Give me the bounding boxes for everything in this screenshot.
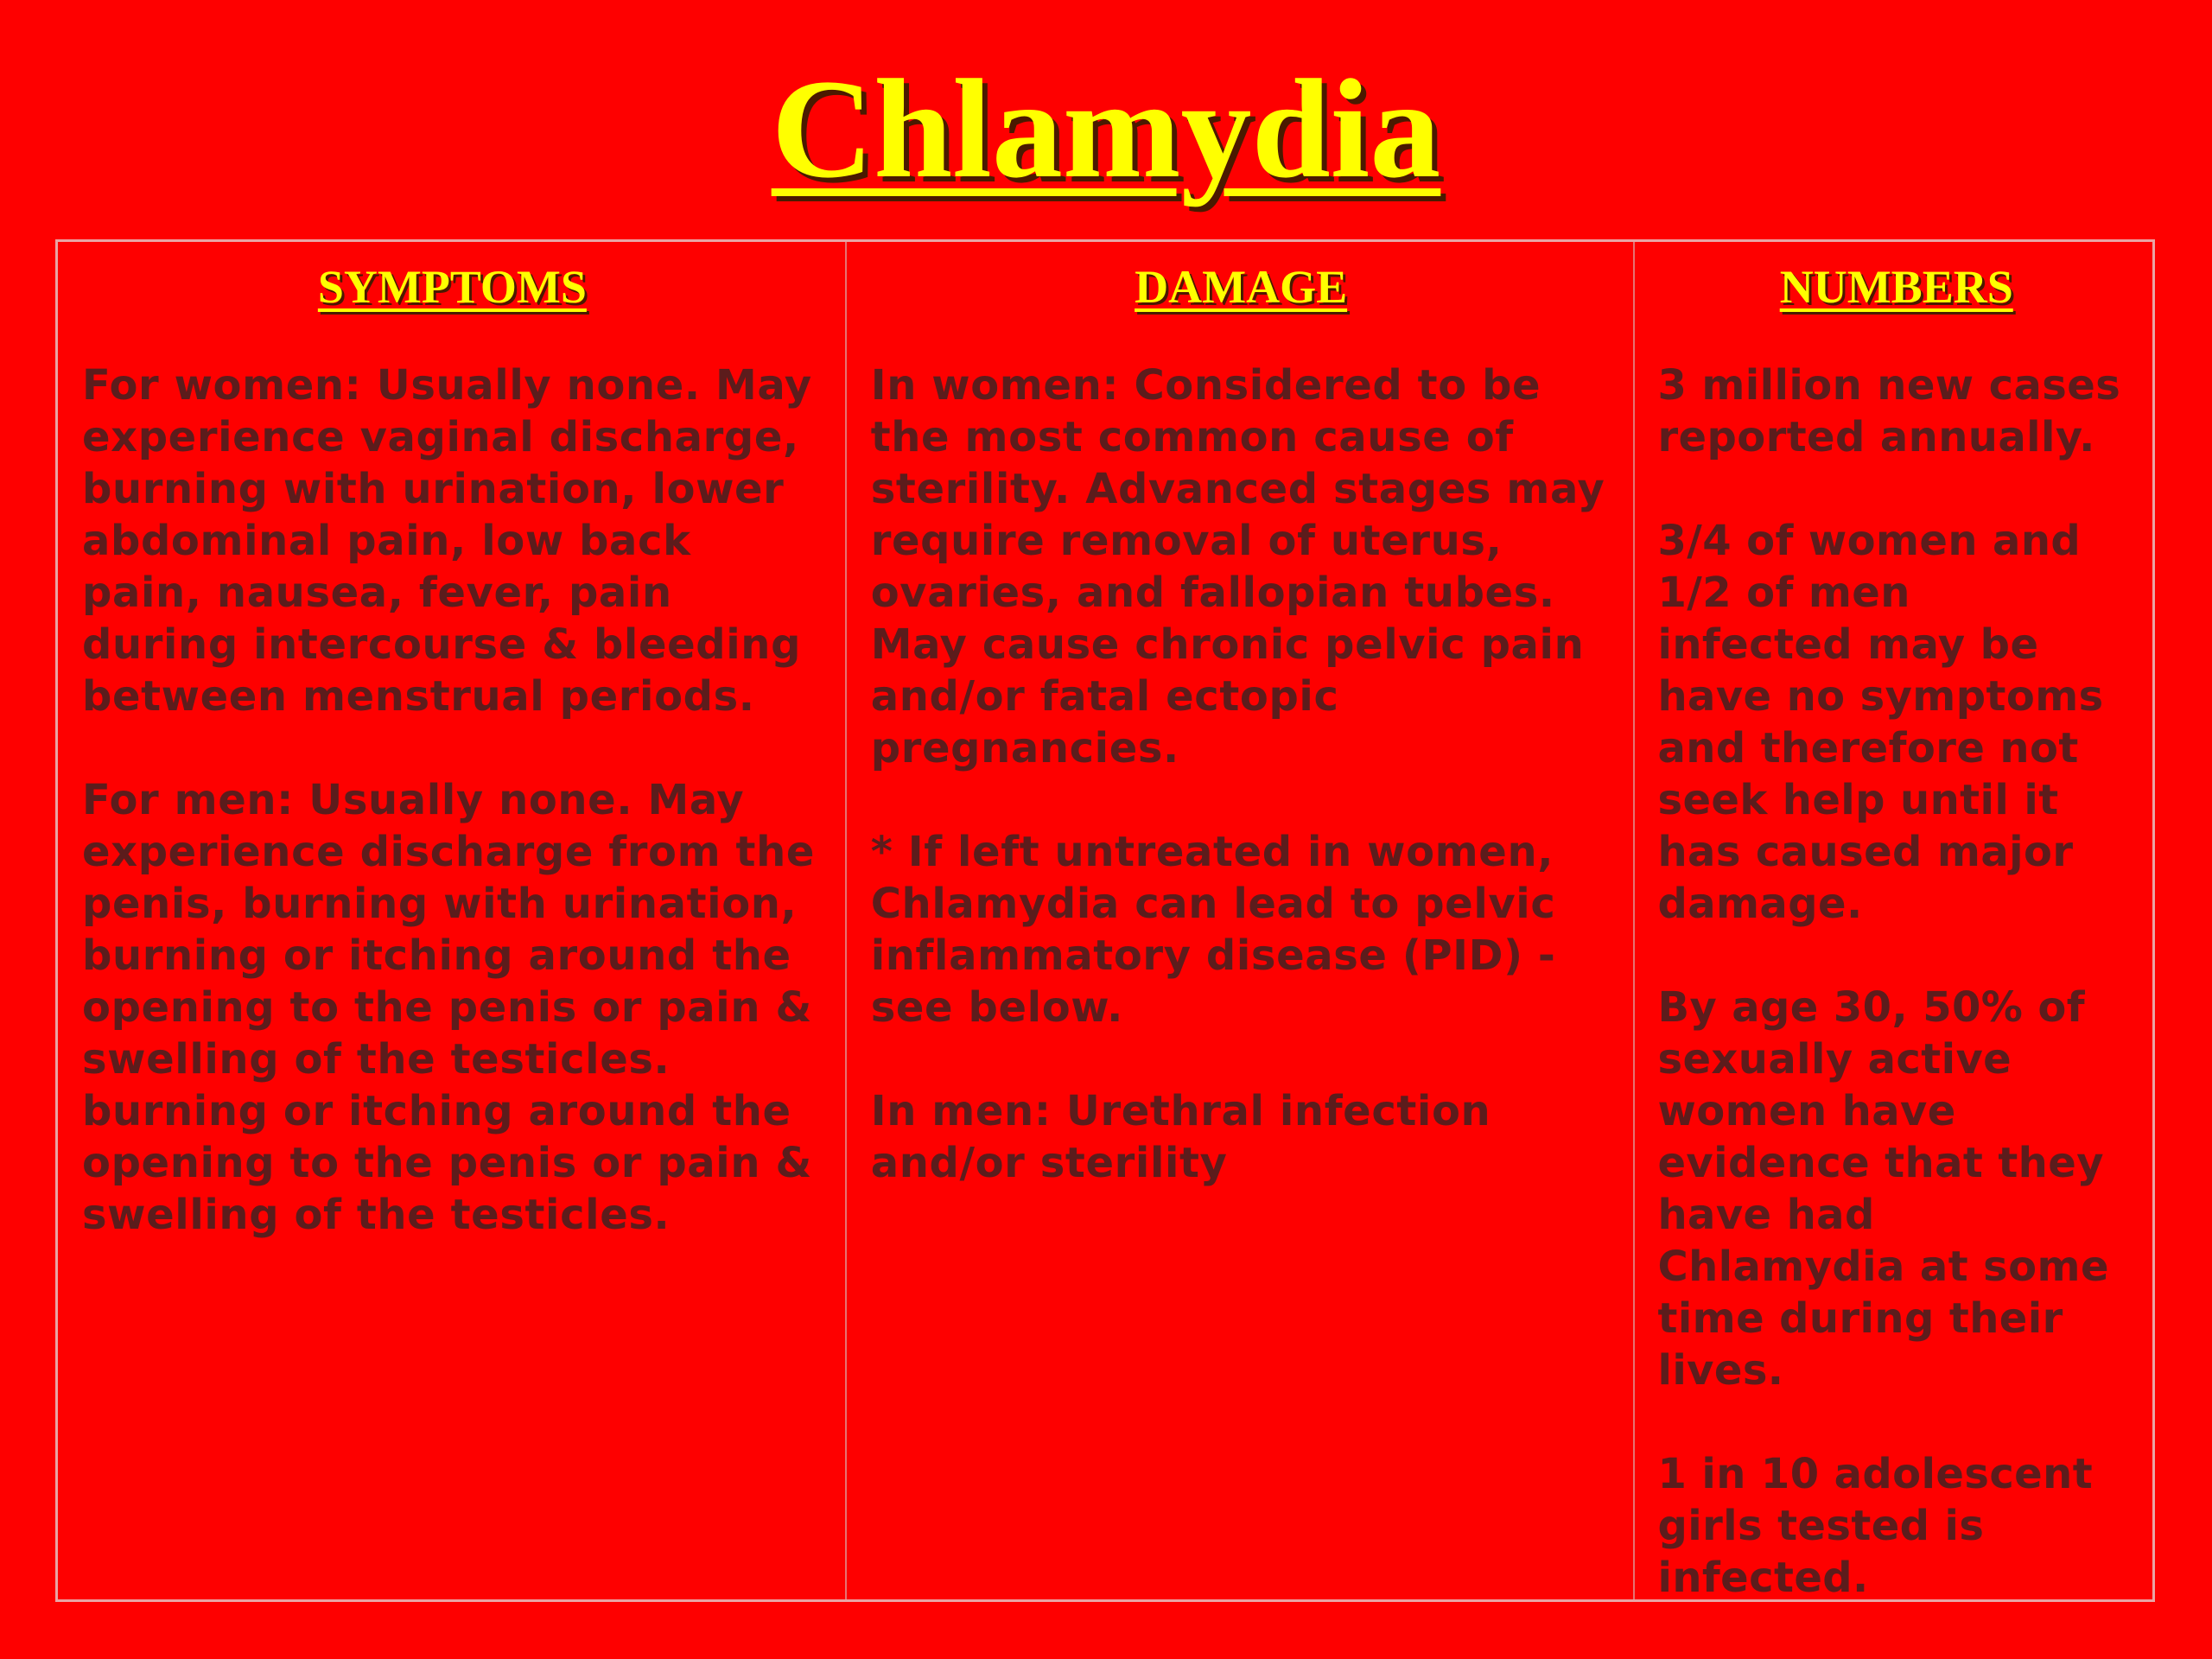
- damage-column: [845, 242, 1634, 1599]
- text-line: swelling of the testicles.: [82, 1035, 671, 1084]
- text-line: For women: Usually none. May: [82, 361, 812, 410]
- text-line: see below.: [870, 983, 1123, 1032]
- text-line: May cause chronic pelvic pain: [870, 620, 1585, 669]
- text-line: penis, burning with urination,: [82, 880, 798, 928]
- text-line: * If left untreated in women,: [870, 828, 1554, 876]
- text-line: Chlamydia at some: [1657, 1243, 2109, 1291]
- damage-women-paragraph: [871, 359, 1611, 774]
- text-line: experience discharge from the: [82, 828, 816, 876]
- text-line: pain, nausea, fever, pain: [82, 569, 672, 617]
- text-line: seek help until it: [1657, 776, 2059, 824]
- text-line: has caused major: [1657, 828, 2074, 876]
- symptoms-header: SYMPTOMS: [317, 261, 587, 313]
- text-line: and therefore not: [1657, 724, 2079, 772]
- text-line: and/or sterility: [870, 1139, 1228, 1187]
- text-line: By age 30, 50% of: [1657, 983, 2086, 1032]
- text-line: reported annually.: [1657, 413, 2095, 461]
- text-line: For men: Usually none. May: [82, 776, 745, 824]
- text-line: opening to the penis or pain &: [82, 983, 812, 1032]
- symptoms-men-paragraph: [82, 774, 823, 1241]
- text-line: infected may be: [1657, 620, 2039, 669]
- text-line: pregnancies.: [870, 724, 1179, 772]
- text-line: 1 in 10 adolescent: [1657, 1450, 2094, 1498]
- numbers-column: [1633, 242, 2152, 1602]
- text-line: infected.: [1657, 1554, 1869, 1602]
- slide-title: [0, 48, 2212, 212]
- text-line: Chlamydia can lead to pelvic: [870, 880, 1556, 928]
- text-line: women have: [1657, 1087, 1956, 1135]
- text-line: In men: Urethral infection: [870, 1087, 1491, 1135]
- text-line: experience vaginal discharge,: [82, 413, 799, 461]
- numbers-cases-paragraph: [1657, 359, 2135, 463]
- text-line: between menstrual periods.: [82, 672, 755, 721]
- text-line: opening to the penis or pain &: [82, 1139, 812, 1187]
- text-line: have no symptoms: [1657, 672, 2104, 721]
- text-line: and/or fatal ectopic: [870, 672, 1339, 721]
- symptoms-column: [58, 242, 845, 1599]
- text-line: damage.: [1657, 880, 1863, 928]
- text-line: have had: [1657, 1191, 1875, 1239]
- numbers-symptoms-paragraph: [1657, 515, 2135, 930]
- text-line: require removal of uterus,: [870, 517, 1503, 565]
- numbers-adolescent-paragraph: [1657, 1448, 2135, 1604]
- text-line: during intercourse & bleeding: [82, 620, 802, 669]
- text-line: the most common cause of: [870, 413, 1514, 461]
- numbers-header: NUMBERS: [1779, 261, 2013, 313]
- symptoms-women-paragraph: [82, 359, 823, 722]
- text-line: burning with urination, lower: [82, 465, 785, 513]
- text-line: burning or itching around the: [82, 1087, 791, 1135]
- text-line: burning or itching around the: [82, 931, 791, 980]
- text-line: ovaries, and fallopian tubes.: [870, 569, 1555, 617]
- text-line: evidence that they: [1657, 1139, 2104, 1187]
- text-line: 3/4 of women and: [1657, 517, 2082, 565]
- damage-pid-paragraph: [871, 826, 1611, 1033]
- damage-men-paragraph: [871, 1085, 1611, 1189]
- text-line: sterility. Advanced stages may: [870, 465, 1605, 513]
- text-line: inflammatory disease (PID) -: [870, 931, 1556, 980]
- text-line: swelling of the testicles.: [82, 1191, 671, 1239]
- text-line: In women: Considered to be: [870, 361, 1541, 410]
- text-line: 1/2 of men: [1657, 569, 1910, 617]
- info-table: [55, 239, 2155, 1602]
- text-line: lives.: [1657, 1346, 1784, 1395]
- text-line: girls tested is: [1657, 1502, 1985, 1550]
- numbers-age-paragraph: [1657, 982, 2135, 1396]
- text-line: abdominal pain, low back: [82, 517, 691, 565]
- text-line: sexually active: [1657, 1035, 2012, 1084]
- slide-title-text: Chlamydia: [771, 51, 1441, 207]
- damage-header: DAMAGE: [1135, 261, 1348, 313]
- text-line: time during their: [1657, 1294, 2063, 1343]
- text-line: 3 million new cases: [1657, 361, 2121, 410]
